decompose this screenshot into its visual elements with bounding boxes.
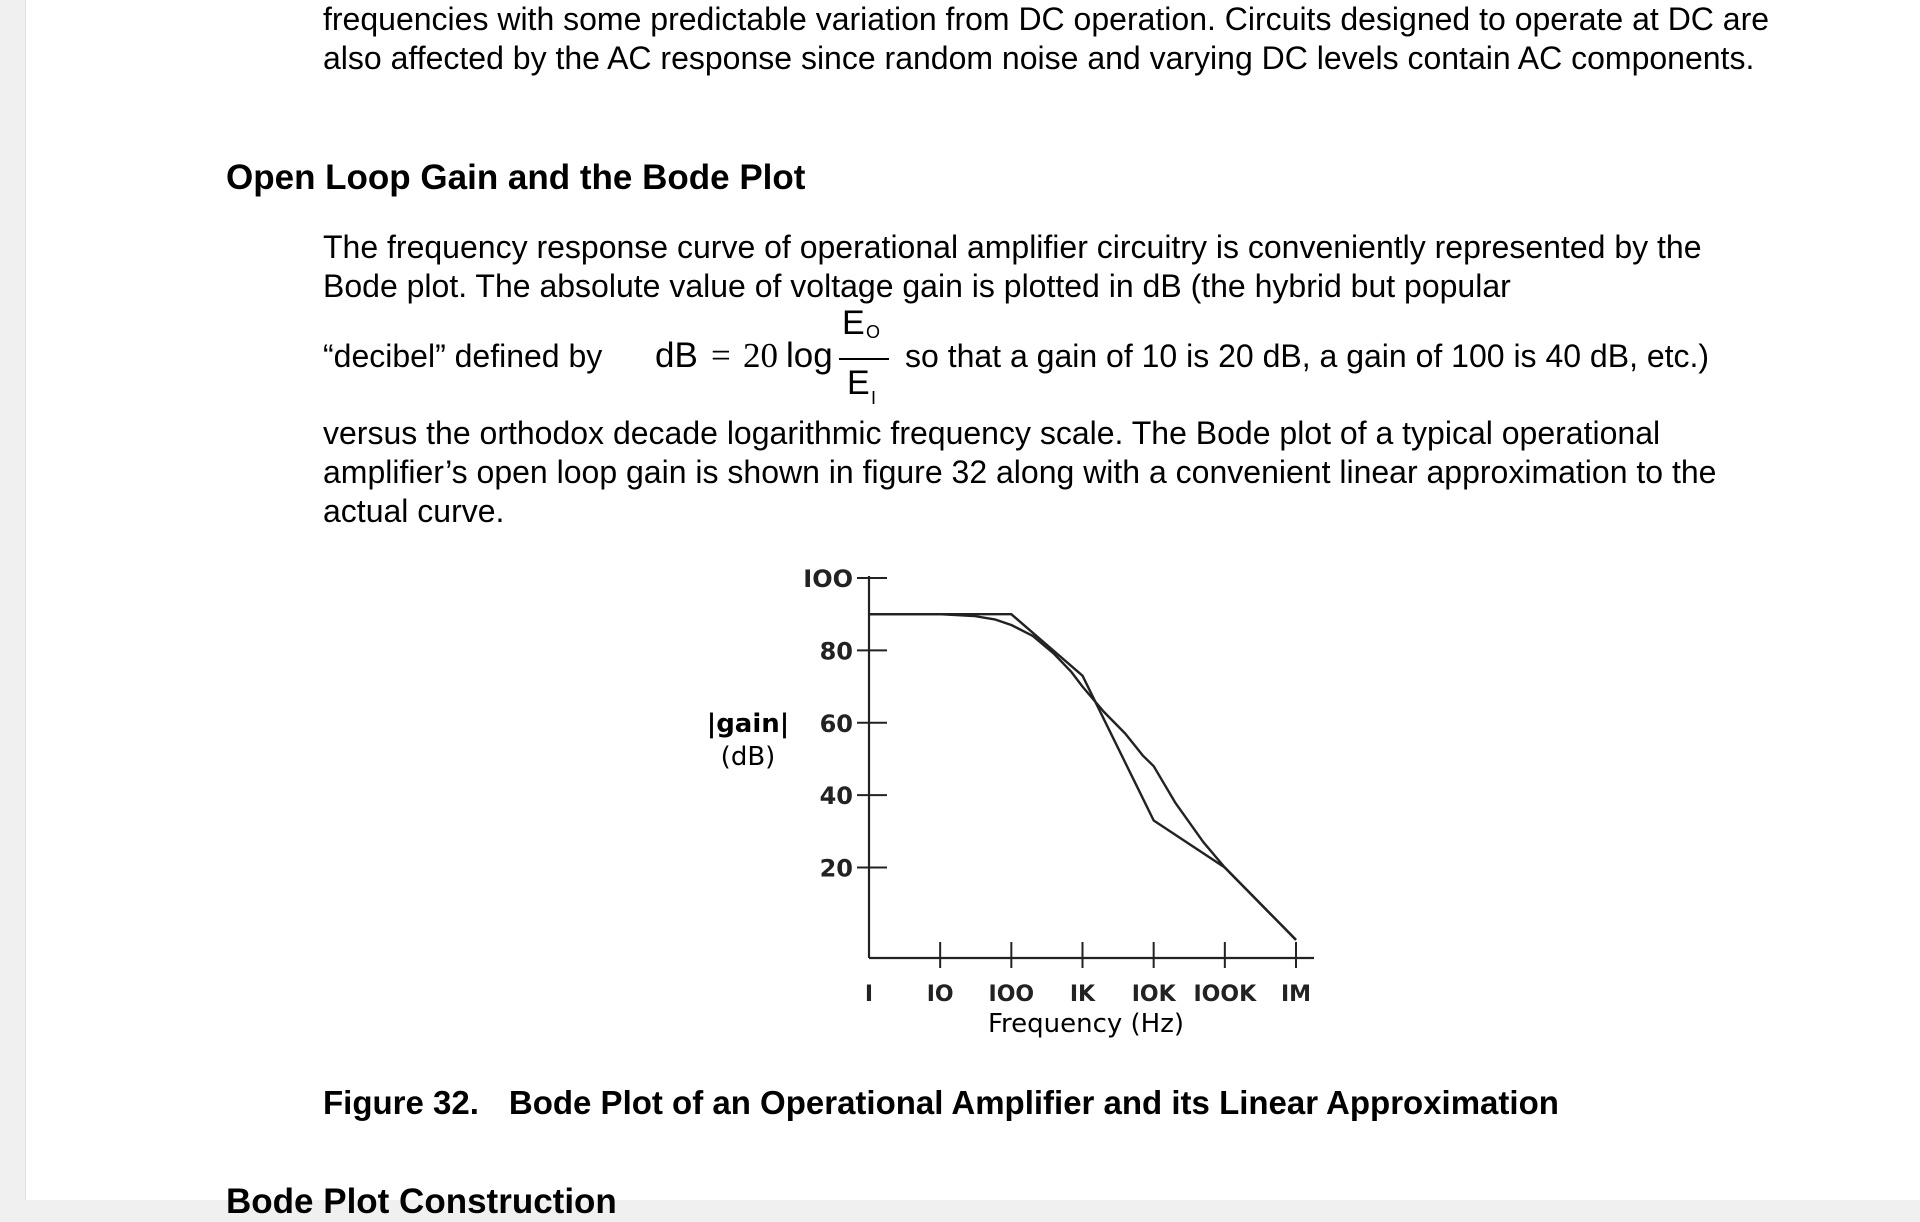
formula-fraction-bar (839, 358, 889, 360)
x-tick-label-6: IM (1280, 982, 1312, 1007)
x-tick-label-0: I (864, 982, 874, 1007)
y-tick-label-2: 60 (819, 709, 853, 738)
y-tick-label-1: 40 (819, 782, 853, 811)
formula-lhs: dB (655, 336, 698, 375)
bode-paragraph-1: The frequency response curve of operational amplifier circuitry is conveniently represented by the Bode plot. The absolute value of voltage gain is plotted in dB (the hybrid but popular (323, 229, 1702, 304)
decibel-formula-line (323, 304, 1823, 408)
x-axis-label: Frequency (Hz) (987, 1009, 1185, 1039)
formula-numerator: E (842, 304, 865, 342)
formula-log: log (786, 336, 833, 375)
next-section-heading: Bode Plot Construction (226, 1182, 617, 1221)
series-line-0 (869, 614, 1296, 940)
formula-coefficient: 20 (743, 336, 778, 375)
figure-caption-title: Bode Plot of an Operational Amplifier and its Linear Approximation (508, 1084, 1559, 1121)
x-tick-label-2: IOO (988, 982, 1035, 1007)
formula-trail-text: so that a gain of 10 is 20 dB, a gain of 100 is 40 dB, etc.) (905, 338, 1710, 374)
bode-paragraph-2: versus the orthodox decade logarithmic frequency scale. The Bode plot of a typical operational amplifier’s open loop gain is shown in figure 32 along with a convenient linear approximation to the actual curve. (323, 415, 1717, 529)
formula-lead-text: “decibel” defined by (323, 338, 603, 374)
formula-equals: = (711, 336, 731, 375)
formula-denominator: E (847, 364, 870, 402)
x-tick-label-3: IK (1069, 982, 1096, 1007)
y-axis-unit-label: (dB) (720, 742, 776, 772)
x-tick-label-1: IO (926, 982, 954, 1007)
intro-paragraph: frequencies with some predictable variation from DC operation. Circuits designed to operate at DC are also affected by the AC response since random noise and varying DC levels contain AC components. (323, 1, 1770, 76)
x-tick-label-4: IOK (1131, 982, 1176, 1007)
formula-denominator-subscript: I (871, 388, 877, 408)
y-axis-label: |gain| (706, 709, 790, 739)
formula-numerator-subscript: O (866, 322, 881, 342)
x-tick-label-5: IOOK (1193, 982, 1257, 1007)
bode-plot-chart (686, 555, 1346, 1055)
series-line-1 (869, 614, 1296, 940)
document-page (25, 0, 1920, 1221)
y-tick-label-3: 80 (819, 637, 853, 666)
section-heading: Open Loop Gain and the Bode Plot (226, 158, 806, 197)
figure-caption-number: Figure 32. (323, 1084, 479, 1121)
y-tick-label-0: 20 (819, 854, 853, 883)
figure-caption (323, 1084, 1559, 1122)
y-tick-label-4: IOO (803, 565, 853, 593)
